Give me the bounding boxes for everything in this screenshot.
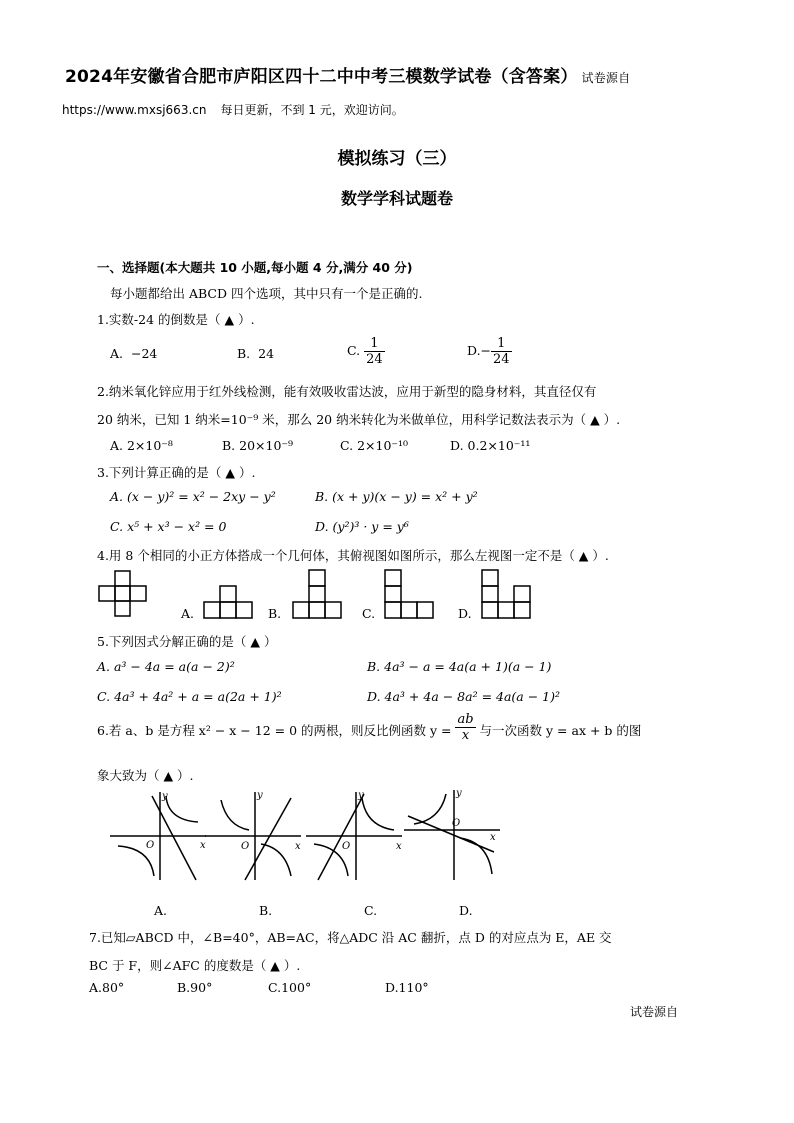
- q4-top-view-figure: [98, 570, 163, 618]
- q3-option-a: A. (x − y)² = x² − 2xy − y²: [110, 489, 276, 504]
- q6-d-axis-x: x: [490, 832, 496, 843]
- q1-stem: 1.实数-24 的倒数是（ ▲ ）.: [97, 312, 255, 327]
- q6-graph-c: [306, 788, 402, 880]
- section-heading: 一、选择题(本大题共 10 小题,每小题 4 分,满分 40 分): [97, 260, 413, 275]
- q5-stem: 5.下列因式分解正确的是（ ▲ ）: [97, 634, 277, 649]
- q3-option-b: B. (x + y)(x − y) = x² + y²: [315, 489, 478, 504]
- q6-b-origin: O: [241, 841, 250, 852]
- q3-option-c: C. x⁵ + x³ − x² = 0: [110, 519, 227, 534]
- q6-a-origin: O: [146, 840, 155, 851]
- q5-option-b: B. 4a³ − a = 4a(a + 1)(a − 1): [367, 659, 552, 674]
- page-title: [65, 62, 630, 87]
- q7-stem-line2: BC 于 F，则∠AFC 的度数是（ ▲ ）.: [89, 958, 301, 973]
- q7-option-b: B.90°: [177, 980, 213, 995]
- q7-stem-line1: 7.已知▱ABCD 中，∠B=40°，AB=AC，将△ADC 沿 AC 翻折，点 D 的对应点为 E，AE 交: [89, 930, 612, 945]
- q6-label-a: A.: [154, 903, 168, 918]
- document-title: 2024年安徽省合肥市庐阳区四十二中中考三模数学试卷（含答案）: [65, 67, 578, 87]
- q6-stem-part1: 6.若 a、b 是方程 x² − x − 12 = 0 的两根，则反比例函数 y =: [97, 723, 452, 738]
- q6-stem-line1: [97, 712, 642, 743]
- site-link[interactable]: https://www.mxsj663.cn: [62, 103, 207, 117]
- source-line: [62, 101, 404, 118]
- q4-option-c-figure: [384, 569, 436, 619]
- q2-option-a: A. 2×10⁻⁸: [110, 438, 173, 453]
- q4-label-b: B.: [268, 606, 282, 621]
- q2-option-c: C. 2×10⁻¹⁰: [340, 438, 409, 453]
- q1-option-d: D.− $\frac{1}{24}$: [467, 336, 510, 367]
- title-source-note: 试卷源自: [581, 71, 631, 85]
- q6-label-d: D.: [459, 903, 473, 918]
- section-instruction: 每小题都给出 ABCD 四个选项，其中只有一个是正确的.: [110, 286, 423, 301]
- q1-d-fraction: $\frac{1}{24}$: [493, 336, 510, 367]
- q6-a-axis-x: x: [200, 840, 206, 851]
- q6-graph-d: [404, 786, 500, 880]
- q4-label-d: D.: [458, 606, 472, 621]
- q7-option-d: D.110°: [385, 980, 429, 995]
- q4-option-a-figure: [203, 585, 255, 619]
- q4-option-b-figure: [292, 569, 344, 619]
- q2-stem-line1: 2.纳米氧化锌应用于红外线检测，能有效吸收雷达波，应用于新型的隐身材料，其直径仅有: [97, 384, 597, 399]
- q4-stem: 4.用 8 个相同的小正方体搭成一个几何体，其俯视图如图所示，那么左视图一定不是（ ▲ ）.: [97, 548, 609, 563]
- q6-stem-line2: 象大致为（ ▲ ）.: [97, 768, 194, 783]
- q4-label-c: C.: [362, 606, 376, 621]
- q6-b-axis-x: x: [295, 841, 301, 852]
- q6-stem-part2: 与一次函数 y = ax + b 的图: [479, 723, 642, 738]
- q2-stem-line2: 20 纳米，已知 1 纳米=10⁻⁹ 米，那么 20 纳米转化为米做单位，用科学记数法表示为（ ▲ ）.: [97, 412, 621, 427]
- exam-subtitle: 数学学科试题卷: [340, 189, 453, 208]
- q1-c-fraction: $\frac{1}{24}$: [366, 336, 383, 367]
- q6-d-axis-y: y: [456, 788, 462, 799]
- q6-b-axis-y: y: [257, 790, 263, 801]
- q6-a-axis-y: y: [162, 791, 168, 802]
- q5-option-c: C. 4a³ + 4a² + a = a(2a + 1)²: [97, 689, 282, 704]
- q6-fraction: $\frac{ab}{x}$: [457, 712, 474, 743]
- q1-option-c: C. $\frac{1}{24}$: [347, 336, 383, 367]
- q2-option-d: D. 0.2×10⁻¹¹: [450, 438, 531, 453]
- q6-c-axis-x: x: [396, 841, 402, 852]
- q3-option-d: D. (y²)³ · y = y⁶: [315, 519, 409, 534]
- footer-source-note: 试卷源自: [630, 1005, 679, 1019]
- q6-d-origin: O: [452, 818, 461, 829]
- q7-option-a: A.80°: [89, 980, 125, 995]
- q3-stem: 3.下列计算正确的是（ ▲ ）.: [97, 465, 256, 480]
- q6-label-c: C.: [364, 903, 378, 918]
- q6-graph-a: [110, 790, 206, 880]
- q2-option-b: B. 20×10⁻⁹: [222, 438, 294, 453]
- q6-c-axis-y: y: [358, 790, 364, 801]
- q7-option-c: C.100°: [268, 980, 312, 995]
- q6-c-origin: O: [342, 841, 351, 852]
- q1-option-b: B. 24: [237, 346, 275, 361]
- q4-label-a: A.: [181, 606, 195, 621]
- q6-graph-b: [205, 788, 301, 880]
- q5-option-a: A. a³ − 4a = a(a − 2)²: [97, 659, 235, 674]
- q5-option-d: D. 4a³ + 4a − 8a² = 4a(a − 1)²: [367, 689, 561, 704]
- q4-option-d-figure: [481, 569, 533, 619]
- q1-option-a: A. −24: [110, 346, 158, 361]
- exam-title: 模拟练习（三）: [337, 149, 457, 169]
- q6-label-b: B.: [259, 903, 273, 918]
- site-note: 每日更新，不到 1 元，欢迎访问。: [220, 103, 404, 117]
